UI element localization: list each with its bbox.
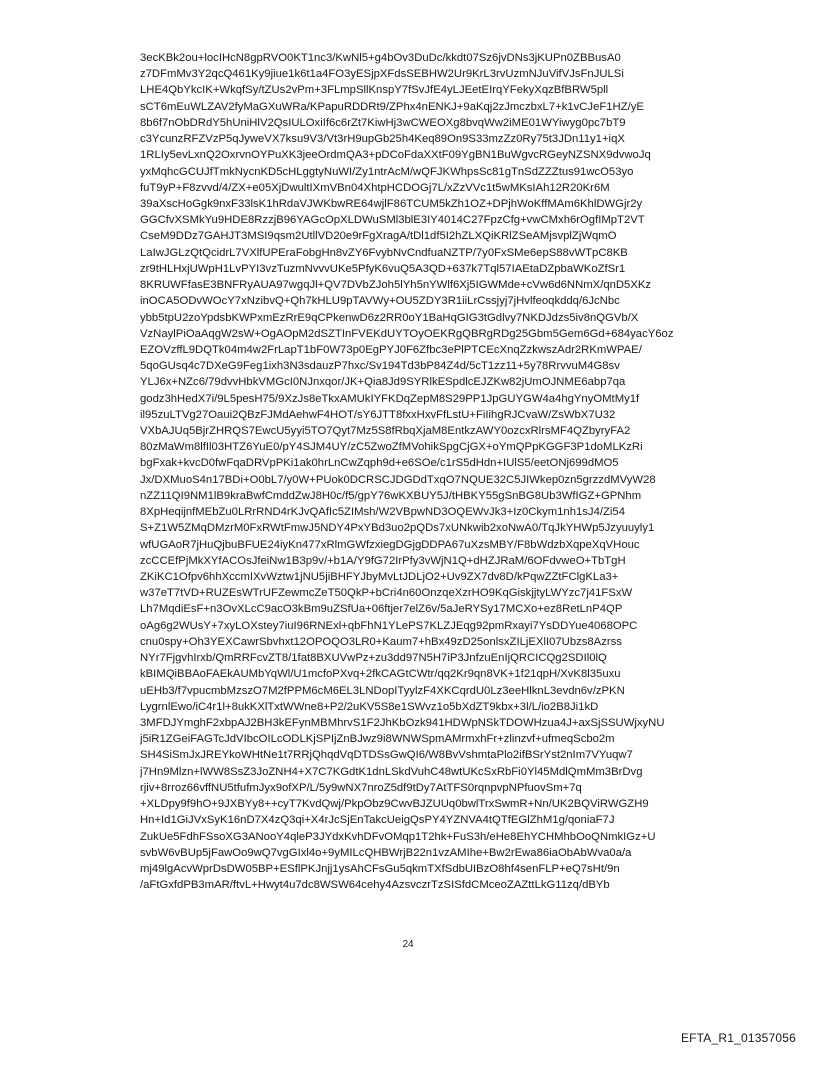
text-line: uEHb3/f7vpucmbMzszO7M2fPPM6cM6EL3LNDopITyylzF4XKCqrdU0Lz3eeHlknL3evdn6v/zPKN (140, 684, 625, 697)
text-line: Jx/DXMuoS4n17BDi+O0bL7/y0W+PUok0DCRSCJDGDdTxqO7NQUE32C5JIWkep0zn5grzzdMVyW28 (140, 473, 656, 486)
text-line: NYr7FjgvhIrxb/QmRRFcvZT8/1fat8BXUVwPz+zu3dd97N5H7iP3JnfzuEnIjQRCICQg2SDIl0lQ (140, 652, 607, 665)
text-line: 1RLIy5evLxnQ2OxrvnOYPuXK3jeeOrdmQA3+pDCoFdaXXtF09YgBN1BuWgvcRGeyNZSNX9dvwoJq (140, 149, 651, 162)
text-line: zr9tHLHxjUWpH1LvPYI3vzTuzmNvvvUKe5PfyK6vuQ5A3QD+637k7Tql57IAEtaDZpbaWKoZfSr1 (140, 262, 626, 275)
text-line: c3YcunzRFZVzP5qJyweVX7ksu9V3/Vt3rH9upGb25h4Keq89On9S33mzZz0Ry75t3JDn11y1+iqX (140, 133, 625, 146)
text-line: S+Z1W5ZMqDMzrM0FxRWtFmwJ5NDY4PxYBd3uo2pQDs7xUNkwib2xoNwA0/TqJkYHWp5Jzyuuyly1 (140, 522, 655, 535)
text-line: w37eT7tVD+RUZEsWTrUFZewmcZeT50QkP+bCri4n60OnzqeXzrHO9KqGiskjjtyLWYzc7j41FSxW (140, 587, 633, 600)
text-line: svbW6vBUp5jFawOo9wQ7vgGIxl4o+9yMILcQHBWrjB22n1vzAMIhe+Bw2rEwa86iaObAbWva0a/a (140, 846, 632, 859)
text-line: j5iR1ZGeiFAGTcJdVIbcOILcODLKjSPIjZnBJwz9i8WNWSpmAMrmxhFr+zlinzvf+ufmeqScbo2m (140, 733, 615, 746)
text-line: GGCfvXSMkYu9HDE8RzzjB96YAGcOpXLDWuSMl3blE3IY4014C27FpzCfg+vwCMxh6rOgfIMpT2VT (140, 214, 645, 227)
text-line: wfUGAoR7jHuQjbuBFUE24iyKn477xRlmGWfzxiegDGjgDDPA67uXzsMBY/F8bWdzbXqpeXqVHouc (140, 538, 640, 551)
text-line: oAg6g2WUsY+7xyLOXstey7iuI96RNExl+qbFhN1YLePS7KLZJEqg92pmRxayi7YsDDYue4068OPC (140, 619, 638, 632)
text-line: 39aXscHoGgk9nxF33lsK1hRdaVJWKbwRE64wjlF86TCUM5kZh1OZ+DPjhWoKffMAm6KhlDWGjr2y (140, 197, 643, 210)
text-line: +XLDpy9f9hO+9JXBYy8++cyT7KvdQwj/PkpObz9CwvBJZUUq0bwlTrxSwmR+Nn/UK2BQViRWGZH9 (140, 798, 649, 811)
text-line: 8KRUWFfasE3BNFRyAUA97wgqJl+QV7DVbZJoh5lYh5nYWlf6Xj5IGWMde+cVw6d6NNmX/qnD5XKz (140, 279, 652, 292)
text-line: ZukUe5FdhFSsoXG3ANooY4qleP3JYdxKvhDFvOMqp1T2hk+FuS3h/eHe8EhYCHMhbOoQNmkIGz+U (140, 830, 656, 843)
text-line: godz3hHedX7i/9L5pesH75/9XzJs8eTkxAMUkIYFKDqZepM8S29PP1JpGUYGW4a4hgYnyOMtMy1f (140, 392, 640, 405)
text-line: ZKiKC1Ofpv6hhXccmIXvWztw1jNU5jiBHFYJbyMvLtJDLjO2+Uv9ZX7dv8D/kPqwZZtFClgKLa3+ (140, 571, 619, 583)
text-line: fuT9yP+F8zvvd/4/ZX+e05XjDwultIXmVBn04XhtpHCDOGj7L/xZzVVc1t5wMKsIAh12R20Kr6M (140, 181, 610, 194)
text-line: 8b6f7nObDRdY5hUniHlV2QsIULOxiIf6c6rZt7KiwHj3wCWEOXg8bvqWw2iME01WYiwyg0pc7bT9 (140, 116, 626, 129)
text-line: LHE4QbYkcIK+WkqfSy/tZUs2vPm+3FLmpSllKnspY7fSvJfE4yLJEetEIrqYFekyXqzBfBRW5pll (140, 84, 609, 97)
text-line: 3ecKBk2ou+locIHcN8gpRVO0KT1nc3/KwNl5+g4bOv3DuDc/kkdt07Sz6jvDNs3jKUPn0ZBBusA0 (140, 52, 621, 64)
text-line: 5qoGUsq4c7DXeG9Feg1ixh3N3sdauzP7hxc/Sv194Td3bP84Z4d/5cT1zz11+5y78RrvvuM4G8sv (140, 360, 620, 373)
text-line: EZOVzffL9DQTk04m4w2FrLapT1bF0W73p0EgPYJ0F6Zfbc3ePlPTCEcXnqZzkwszAdr2RKmWPAE/ (140, 343, 642, 356)
page-number: 24 (402, 939, 414, 950)
text-line: CseM9DDz7GAHJT3MSI9qsm2UtllVD20e9rFgXragA/tDl1df5I2hZLXQiKRlZSeAMjsvplZjWqmO (140, 230, 617, 243)
text-line: /aFtGxfdPB3mAR/ftvL+Hwyt4u7dc8WSW64cehy4AzsvczrTzSISfdCMceoZAZttLkG11zq/dBYb (140, 879, 610, 892)
text-line: 80zMaWm8lfIl03HTZ6YuE0/pY4SJM4UY/zC5ZwoZfMVohikSpgCjGX+oYmQPpKGGF3P1doMLKzRi (140, 441, 643, 454)
text-line: rjiv+8rroz66vffNU5tfufmJyx9ofXP/L/5y9wNX7nroZ5df9tDy7AtTFS0rqnpvpNPfuovSm+7q (140, 781, 582, 794)
text-line: LaIwJGLzQtQcidrL7VXlfUPEraFobgHn8vZY6FvybNvCndfuaNZTP/7y0FxSMe6epS88vWTpC8KB (140, 246, 628, 259)
text-line: mj49lgAcvWprDsDW05BP+ESflPKJnjj1ysAhCFsGu5qkmTXfSdbUIBzO8hf4senFLP+eQ7sHt/9n (140, 862, 620, 875)
text-line: zcCCEfPjMkXYfACOsJfeiNw1B3p9v/+b1A/Y9fG72IrPfy3vWjN1Q+dHZJRaM/6OFdvweO+TbTgH (140, 554, 626, 567)
text-line: VzNaylPiOaAqgW2sW+OgAOpM2dSZTInFVEKdUYTOyOEKRgQBRgRDg25Gbm5Gem6Gd+684yacY6oz (140, 327, 674, 340)
text-line: Hn+Id1GiJVxSyK16nD7X4zQ3qi+X4rJcSjEnTakcUeigQsPY4YZNVA4tQTfEGlZhM1g/qoniaF7J (140, 814, 615, 827)
text-line: cnu0spy+Oh3YEXCawrSbvhxt12OPOQO3LR0+Kaum7+hBx49zD25onlsxZILjEXlI07Ubzs8Azrss (140, 635, 622, 648)
text-line: j7Hn9Mlzn+lWW8SsZ3JoZNH4+X7C7KGdtK1dnLSkdVuhC48wtUKcSxRbFi0Yl45MdlQmMm3BrDvg (140, 765, 643, 778)
text-line: VXbAJUq5BjrZHRQS7EwcU5yyi5TO7Qyt7Mz5S8fRbqXjaM8EntkzAWY0ozcxRlrsMF4QZbyryFA2 (140, 425, 631, 438)
text-line: 3MFDJYmghF2xbpAJ2BH3kEFynMBMhrvS1F2JhKbOzk941HDWpNSkTDOWHzua4J+axSjSSUWjxyNU (140, 716, 665, 729)
text-line: z7DFmMv3Y2qcQ461Ky9jiue1k6t1a4FO3yESjpXFdsSEBHW2Ur9KrL3rvUzmNJuVifVJsFnJULSi (140, 68, 624, 81)
text-line: il95zuLTVg27Oaui2QBzFJMdAehwF4HOT/sY6JTT8fxxHxvFfLstU+FiIihgRJCvaW/ZsWbX7U32 (140, 408, 616, 421)
text-line: inOCA5ODvWOcY7xNzibvQ+Qh7kHLU9pTAVWy+OU5ZDY3R1iiLrCssjyj7jHvlfeoqkddq/6JcNbc (140, 295, 620, 308)
text-line: yxMqhcGCUJfTmkNycnKD5cHLggtyNuWI/Zy1ntrAcM/wQFJKWhpsSc81gTnSdZZZtus91wcO53yo (140, 165, 634, 178)
text-line: Lh7MqdiEsF+n3OvXLcC9acO3kBm9uZSfUa+06ftjer7elZ6v/5aJeRYSy17MCXo+ez8RetLnP4QP (140, 603, 623, 616)
encoded-text-block (140, 50, 700, 893)
text-line: kBIMQiBBAoFAEkAUMbYqWl/U1mcfoPXvq+2fkCAGtCWtr/qq2Kr9qn8VK+1f21qpH/XvK8l35uxu (140, 668, 621, 681)
text-line: 8XpHeqijnfMEbZu0LRrRND4rKJvQAfIc5ZIMsh/W2VBpwND3OQEWvJk3+Iz0Ckym1nh1sJ4/Zi54 (140, 506, 625, 519)
text-line: nZZ11QI9NM1lB9kraBwfCmddZwJ8H0c/f5/gpY76wKXBUY5J/tHBKY55gSnBG8Ub3WfIGZ+GPNhm (140, 489, 642, 502)
text-line: SH4SiSmJxJREYkoWHtNe1t7RRjQhqdVqDTDSsGwQI6/W8BvVshmtaPlo2ifBSrYst2nIm7VYuqw7 (140, 749, 633, 762)
text-line: LygrnlEwo/iC4r1l+8ukKXlTxtWWne8+P2/2uKV5S8e1SWvz1o5bXdZT9kbx+3l/L/io2B8Ji1kD (140, 700, 599, 713)
text-line: sCT6mEuWLZAV2fyMaGXuWRa/KPapuRDDRt9/ZPhx4nENKJ+9aKqj2zJmczbxL7+k1vCJeF1HZ/yE (140, 100, 644, 113)
text-line: ybb5tpU2zoYpdsbKWPxmEzRrE9qCPkenwD6z2RR0oY1BaHqGIG3tGdlvy7NKDJdzs5iv8nQGVb/X (140, 311, 639, 324)
text-line: YLJ6x+NZc6/79dvvHbkVMGcI0NJnxqor/JK+Qia8Jd9SYRlkESpdlcEJZKw82jUmOJNME6abp7qa (140, 376, 626, 389)
document-id: EFTA_R1_01357056 (680, 1031, 796, 1045)
text-line: bgFxak+kvcD0fwFqaDRVpPKi1ak0hrLnCwZqph9d+e6SOe/c1rS5dHdn+IUlS5/eetONj699dMO5 (140, 457, 619, 470)
